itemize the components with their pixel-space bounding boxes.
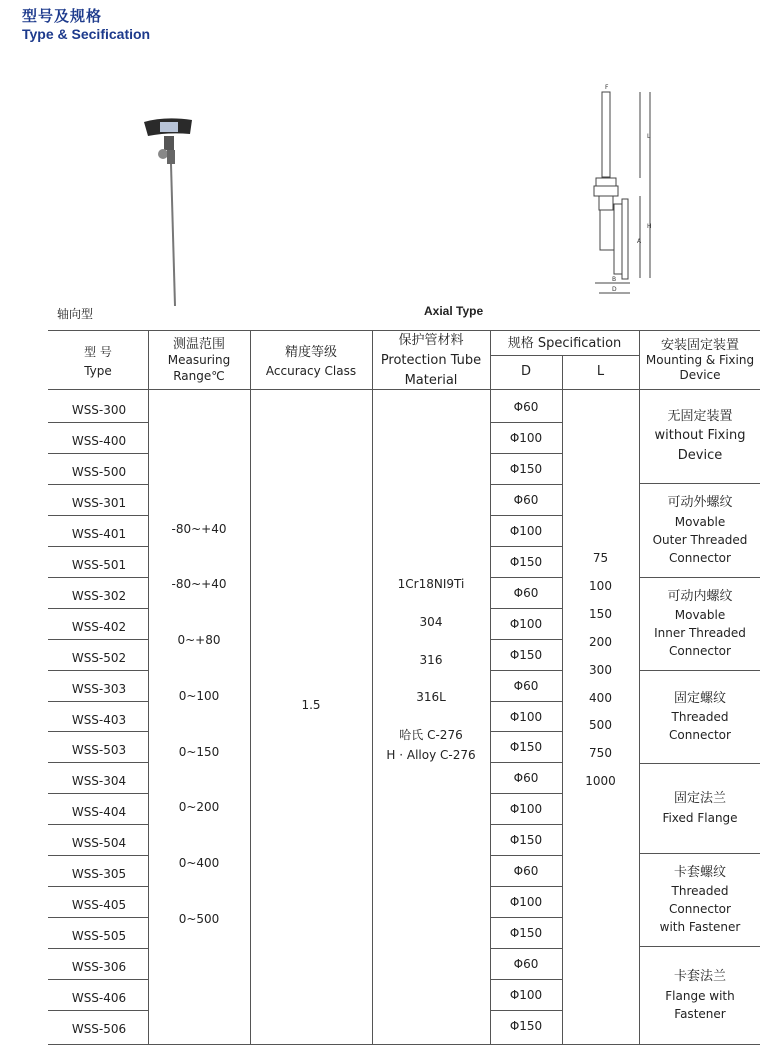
diameter-cell: Φ60 bbox=[513, 678, 539, 693]
diameter-cell: Φ100 bbox=[509, 523, 543, 538]
type-cell: WSS-502 bbox=[71, 650, 127, 665]
mounting-line: 固定螺纹 bbox=[673, 690, 726, 706]
mounting-cell bbox=[639, 389, 761, 483]
diameter-cell: Φ60 bbox=[513, 400, 539, 414]
mounting-line: 可动外螺纹 bbox=[667, 495, 733, 511]
mounting-line: 固定法兰 bbox=[673, 791, 726, 807]
diameter-cell: Φ100 bbox=[509, 709, 543, 724]
length-cell: 1000 bbox=[585, 774, 616, 789]
dimension-drawing bbox=[585, 78, 665, 303]
length-cell: 100 bbox=[589, 578, 612, 593]
mounting-line: Connector bbox=[669, 550, 731, 565]
dim-label-a: A bbox=[637, 238, 642, 245]
header-mount-cn: 安装固定装置 bbox=[660, 338, 739, 353]
axial-label-en: Axial Type bbox=[424, 304, 484, 318]
material-cell: 304 bbox=[419, 615, 443, 629]
diameter-cell: Φ150 bbox=[509, 1019, 543, 1033]
mounting-line: Device bbox=[677, 447, 723, 463]
length-cell: 500 bbox=[589, 718, 612, 733]
header-accuracy-cn: 精度等级 bbox=[284, 345, 337, 360]
diameter-cell: Φ60 bbox=[513, 585, 539, 600]
length-cell: 400 bbox=[589, 690, 612, 705]
mounting-cell bbox=[639, 670, 761, 763]
type-cell: WSS-503 bbox=[71, 743, 127, 758]
diameter-cell: Φ150 bbox=[509, 740, 543, 755]
range-cell: 0~+80 bbox=[177, 633, 221, 647]
type-cell: WSS-403 bbox=[71, 712, 127, 727]
diameter-cell: Φ150 bbox=[509, 833, 543, 848]
range-cell: 0~400 bbox=[178, 856, 220, 870]
length-cell: 300 bbox=[589, 662, 612, 677]
material-cell: 1Cr18NI9Ti bbox=[397, 577, 465, 591]
mounting-line: Inner Threaded bbox=[654, 626, 746, 641]
header-range-cn: 测温范围 bbox=[172, 337, 225, 352]
type-cell: WSS-401 bbox=[71, 526, 127, 541]
header-material-en2: Material bbox=[404, 373, 458, 388]
thermometer-photo bbox=[130, 110, 200, 310]
type-cell: WSS-305 bbox=[71, 867, 127, 882]
material-cell: 316 bbox=[419, 653, 443, 667]
dim-label-d: D bbox=[612, 286, 617, 293]
page-title-en: Type & Secification bbox=[22, 26, 151, 42]
range-cell: 0~150 bbox=[178, 745, 220, 759]
diameter-cell: Φ100 bbox=[509, 430, 543, 445]
mounting-line: 可动内螺纹 bbox=[667, 588, 733, 604]
dim-label-b: B bbox=[612, 276, 617, 283]
header-material-en: Protection Tube bbox=[380, 353, 482, 368]
diameter-cell: Φ60 bbox=[513, 864, 539, 879]
type-cell: WSS-300 bbox=[71, 403, 127, 417]
mounting-cell bbox=[639, 853, 761, 946]
type-cell: WSS-500 bbox=[71, 464, 127, 479]
mounting-line: Threaded Connector bbox=[669, 710, 731, 743]
accuracy-value: 1.5 bbox=[301, 698, 321, 712]
diameter-cell: Φ150 bbox=[509, 554, 543, 569]
mounting-line: with Fastener bbox=[659, 920, 741, 935]
type-cell: WSS-405 bbox=[71, 898, 127, 913]
mounting-line: Connector bbox=[669, 644, 731, 659]
range-cell: 0~500 bbox=[178, 912, 220, 926]
type-cell: WSS-301 bbox=[71, 495, 127, 510]
type-cell: WSS-302 bbox=[71, 588, 127, 603]
material-cell: 316L bbox=[416, 690, 446, 704]
mounting-line: Threaded Connector bbox=[669, 884, 731, 917]
header-spec: 规格 Specification bbox=[507, 336, 622, 351]
diameter-cell: Φ100 bbox=[509, 988, 543, 1003]
mounting-cell bbox=[639, 483, 761, 577]
dim-label-f: F bbox=[605, 84, 609, 91]
header-spec-l: L bbox=[596, 364, 605, 379]
mounting-line: 卡套法兰 bbox=[673, 969, 726, 985]
length-cell: 750 bbox=[589, 746, 612, 761]
type-cell: WSS-505 bbox=[71, 929, 127, 944]
header-accuracy-en: Accuracy Class bbox=[265, 364, 357, 378]
type-cell: WSS-404 bbox=[71, 805, 127, 820]
mounting-cell bbox=[639, 763, 761, 853]
type-cell: WSS-303 bbox=[71, 681, 127, 696]
dim-label-l: L bbox=[647, 133, 651, 140]
type-cell: WSS-306 bbox=[71, 960, 127, 975]
axial-label-cn: 轴向型 bbox=[57, 307, 94, 321]
header-type-cn: 型 号 bbox=[84, 345, 112, 359]
type-cell: WSS-501 bbox=[71, 557, 127, 572]
diameter-cell: Φ60 bbox=[513, 492, 539, 507]
mounting-line: Outer Threaded bbox=[652, 532, 748, 547]
range-cell: -80~+40 bbox=[171, 577, 227, 591]
header-spec-d: D bbox=[520, 364, 531, 379]
type-cell: WSS-304 bbox=[71, 774, 127, 789]
type-cell: WSS-504 bbox=[71, 836, 127, 851]
material-cell: 哈氏 C-276 bbox=[399, 728, 463, 742]
mounting-line: Movable bbox=[674, 608, 726, 623]
header-type-en: Type bbox=[84, 364, 112, 378]
material-cell: H · Alloy C-276 bbox=[386, 748, 476, 762]
diameter-cell: Φ150 bbox=[509, 461, 543, 476]
range-cell: -80~+40 bbox=[171, 522, 227, 536]
mounting-line: 卡套螺纹 bbox=[673, 864, 726, 880]
diameter-cell: Φ150 bbox=[509, 647, 543, 662]
mounting-line: without Fixing bbox=[654, 428, 746, 444]
range-cell: 0~200 bbox=[178, 800, 220, 814]
type-cell: WSS-406 bbox=[71, 991, 127, 1006]
header-mount-en2: Device bbox=[679, 368, 721, 382]
mounting-line: Movable bbox=[674, 514, 726, 529]
length-cell: 200 bbox=[589, 634, 612, 649]
mounting-line: 无固定装置 bbox=[667, 408, 733, 424]
diameter-cell: Φ60 bbox=[513, 957, 539, 972]
diameter-cell: Φ60 bbox=[513, 771, 539, 786]
diameter-cell: Φ150 bbox=[509, 926, 543, 941]
diameter-cell: Φ100 bbox=[509, 895, 543, 910]
type-cell: WSS-506 bbox=[71, 1022, 127, 1036]
diameter-cell: Φ100 bbox=[509, 802, 543, 817]
type-cell: WSS-400 bbox=[71, 433, 127, 448]
header-mount-en: Mounting & Fixing bbox=[645, 353, 755, 367]
mounting-cell bbox=[639, 577, 761, 670]
header-material-cn: 保护管材料 bbox=[398, 333, 464, 348]
range-cell: 0~100 bbox=[178, 689, 220, 703]
length-cell: 75 bbox=[592, 551, 609, 565]
header-range-en2: Range℃ bbox=[173, 369, 225, 383]
header-range-en: Measuring bbox=[167, 353, 231, 367]
diameter-cell: Φ100 bbox=[509, 616, 543, 631]
length-cell: 150 bbox=[589, 606, 612, 621]
dim-label-h: H bbox=[647, 223, 652, 230]
page-title-cn: 型号及规格 bbox=[22, 7, 103, 25]
mounting-line: Fixed Flange bbox=[662, 810, 738, 825]
type-cell: WSS-402 bbox=[71, 619, 127, 634]
mounting-cell bbox=[639, 946, 761, 1044]
mounting-line: Flange with Fastener bbox=[665, 988, 735, 1021]
